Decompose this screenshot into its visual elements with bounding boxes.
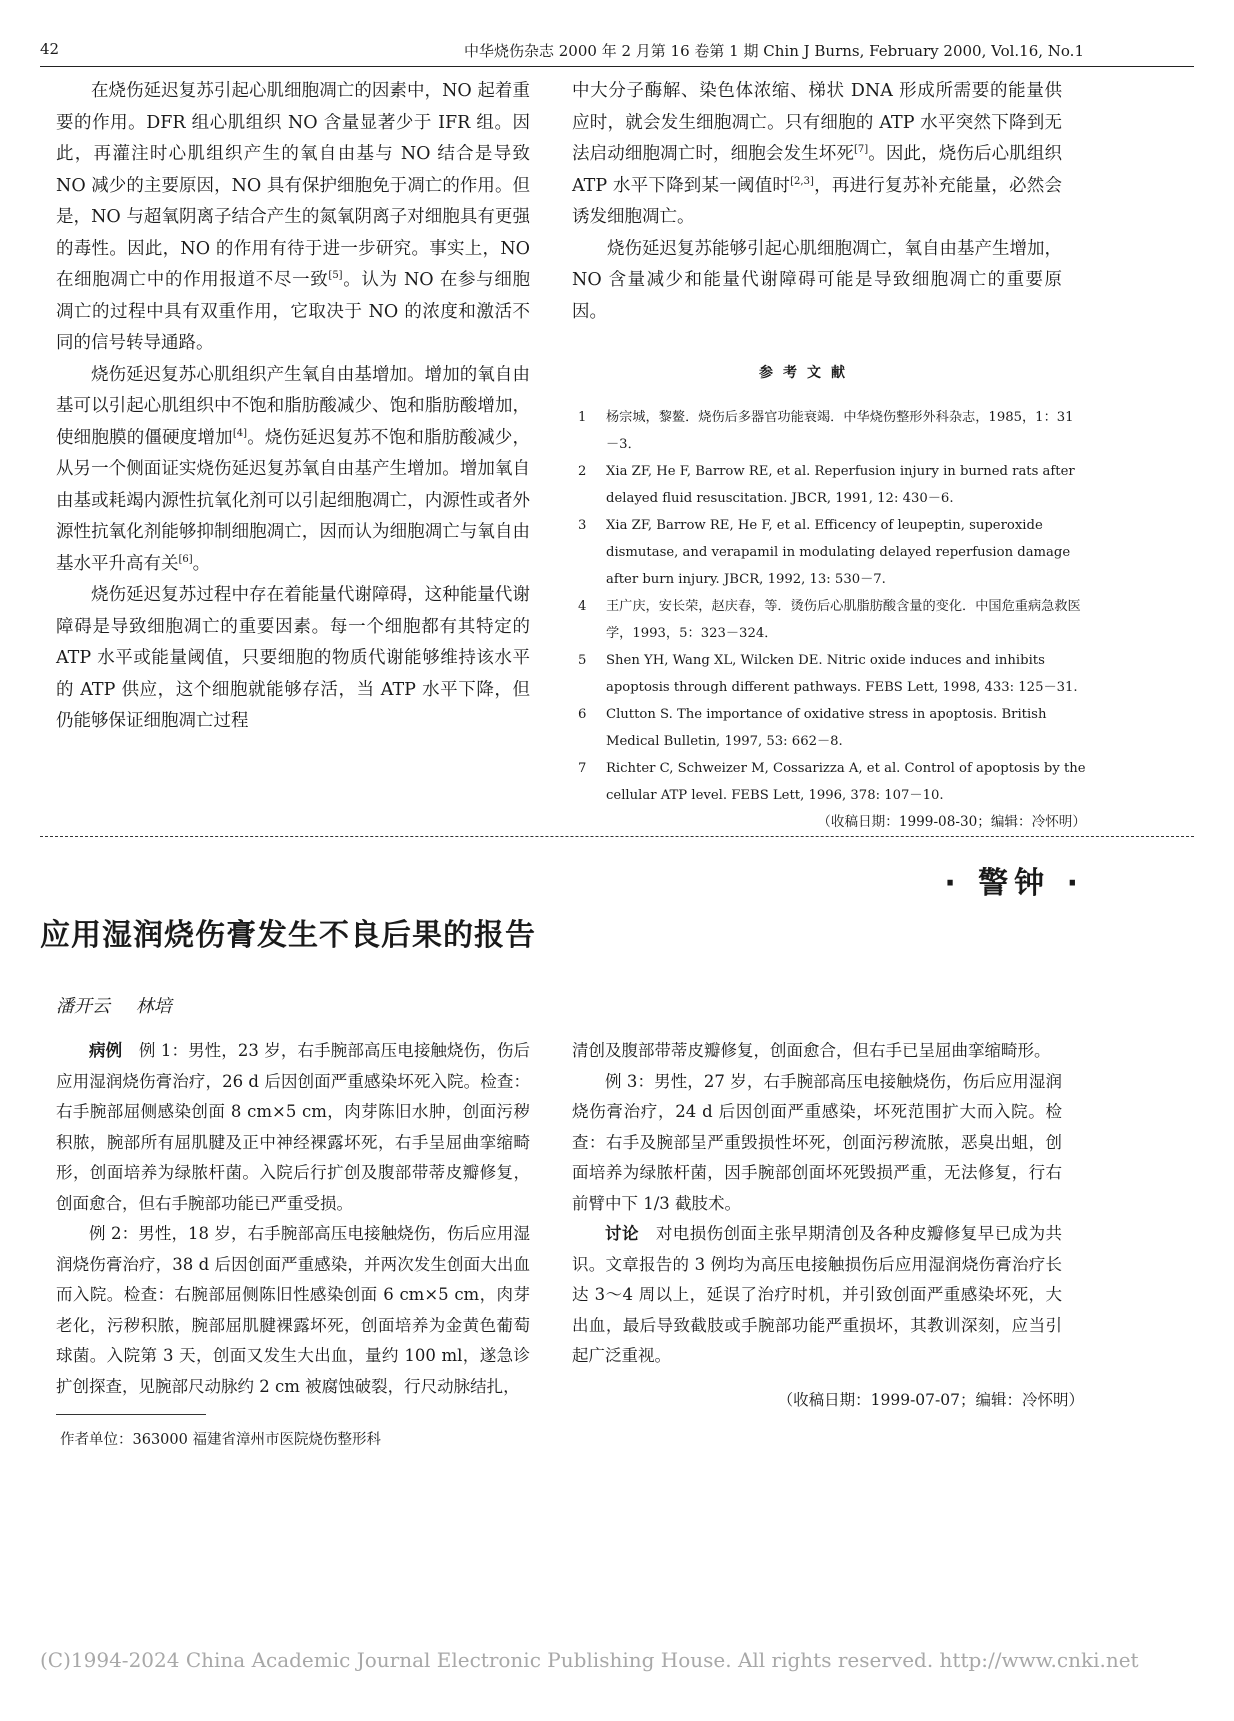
journal-header: 中华烧伤杂志 2000 年 2 月第 16 卷第 1 期 Chin J Burns, February 2000, Vol.16, No.1 [464,42,1084,60]
received-date: （收稿日期：1999-07-07；编辑：冷怀明） [777,1391,1084,1409]
reference-item: 1 杨宗城，黎鳌．烧伤后多器官功能衰竭．中华烧伤整形外科杂志，1985，1：31－3． [578,410,1074,452]
reference-item: 3 Xia ZF, Barrow RE, He F, et al. Efficency of leupeptin, superoxide dismutase, and verapamil in modulating delayed reperfusion damage after burn injury. JBCR, 1992, 13: 530－7. [578,518,1071,587]
article2-left-column [56,1036,530,1402]
received-date: （收稿日期：1999-08-30；编辑：冷怀明） [817,814,1086,830]
reference-item: 6 Clutton S. The importance of oxidative stress in apoptosis. British Medical Bulletin, 1997, 53: 662－8. [578,707,1047,749]
paragraph: 在烧伤延迟复苏引起心肌细胞凋亡的因素中，NO 起着重要的作用。DFR 组心肌组织 NO 含量显著少于 IFR 组。因此，再灌注时心肌组织产生的氧自由基与 NO 结合是导致 NO 减少的主要原因，NO 具有保护细胞免于凋亡的作用。但是，NO 与超氧阴离子结合产生的氮氧阴离子对细胞具有更强的毒性。因此，NO 的作用有待于进一步研究。事实上，NO 在细胞凋亡中的作用报道不尽一致[5]。认为 NO 在参与细胞凋亡的过程中具有双重作用，它取决于 NO 的浓度和激活不同的信号转导通路。 [56,81,530,353]
article1-left-column [56,76,530,738]
references-title: 参考文献 [759,365,855,381]
article-title: 应用湿润烧伤膏发生不良后果的报告 [40,918,536,953]
header-rule [40,66,1194,67]
reference-item: 4 王广庆，安长荣，赵庆春，等．烫伤后心肌脂肪酸含量的变化．中国危重病急救医学，1993，5：323－324． [578,599,1081,641]
paragraph: 烧伤延迟复苏过程中存在着能量代谢障碍，这种能量代谢障碍是导致细胞凋亡的重要因素。每一个细胞都有其特定的 ATP 水平或能量阈值，只要细胞的物质代谢能够维持该水平的 ATP 供应，这个细胞就能够存活，当 ATP 水平下降，但仍能够保证细胞凋亡过程 [56,585,530,731]
section-divider [40,836,1194,837]
reference-item: 7 Richter C, Schweizer M, Cossarizza A, et al. Control of apoptosis by the cellular ATP level. FEBS Lett, 1996, 378: 107－10. [578,761,1086,803]
paragraph: 烧伤延迟复苏心肌组织产生氧自由基增加。增加的氧自由基可以引起心肌组织中不饱和脂肪酸减少、饱和脂肪酸增加，使细胞膜的僵硬度增加[4]。烧伤延迟复苏不饱和脂肪酸减少，从另一个侧面证实烧伤延迟复苏氧自由基产生增加。增加氧自由基或耗竭内源性抗氧化剂可以引起细胞凋亡，内源性或者外源性抗氧化剂能够抑制细胞凋亡，因而认为细胞凋亡与氧自由基水平升高有关[6]。 [56,364,531,574]
footnote-rule [56,1414,206,1415]
author-affiliation: 作者单位：363000 福建省漳州市医院烧伤整形科 [60,1432,381,1448]
references-list [578,404,1086,836]
paragraph: 中大分子酶解、染色体浓缩、梯状 DNA 形成所需要的能量供应时，就会发生细胞凋亡。只有细胞的 ATP 水平突然下降到无法启动细胞凋亡时，细胞会发生坏死[7]。因此，烧伤后心肌组织 ATP 水平下降到某一阈值时[2,3]，再进行复苏补充能量，必然会诱发细胞凋亡。 [572,81,1063,227]
article-authors: 潘开云 林培 [56,996,172,1017]
paragraph: 病例 例 1：男性，23 岁，右手腕部高压电接触烧伤，伤后应用湿润烧伤膏治疗，26 d 后因创面严重感染坏死入院。检查：右手腕部屈侧感染创面 8 cm×5 cm，肉芽陈旧水肿，创面污秽积脓，腕部所有屈肌腱及正中神经裸露坏死，右手呈屈曲挛缩畸形，创面培养为绿脓杆菌。入院后行扩创及腹部带蒂皮瓣修复，创面愈合，但右手腕部功能已严重受损。 [56,1041,531,1213]
reference-item: 5 Shen YH, Wang XL, Wilcken DE. Nitric oxide induces and inhibits apoptosis through different pathways. FEBS Lett, 1998, 433: 125－31. [578,653,1078,695]
article2-right-column [572,1036,1062,1372]
paragraph: 烧伤延迟复苏能够引起心肌细胞凋亡，氧自由基产生增加，NO 含量减少和能量代谢障碍可能是导致细胞凋亡的重要原因。 [572,238,1062,322]
paragraph: 例 2：男性，18 岁，右手腕部高压电接触烧伤，伤后应用湿润烧伤膏治疗，38 d 后因创面严重感染，并两次发生创面大出血而入院。检查：右腕部屈侧陈旧性感染创面 6 cm×5 cm，肉芽老化，污秽积脓，腕部屈肌腱裸露坏死，创面培养为金黄色葡萄球菌。入院第 3 天，创面又发生大出血，量约 100 ml，遂急诊扩创探查，见腕部尺动脉约 2 cm 被腐蚀破裂，行尺动脉结扎， [56,1224,530,1396]
copyright-notice: (C)1994-2024 China Academic Journal Electronic Publishing House. All rights reserved. http://www.cnki.net [40,1648,1139,1672]
paragraph: 清创及腹部带蒂皮瓣修复，创面愈合，但右手已呈屈曲挛缩畸形。 [572,1041,1051,1060]
column-label: · 警钟 · [944,866,1084,901]
paragraph: 例 3：男性，27 岁，右手腕部高压电接触烧伤，伤后应用湿润烧伤膏治疗，24 d 后因创面严重感染，坏死范围扩大而入院。检查：右手及腕部呈严重毁损性坏死，创面污秽流脓，恶臭出蛆，创面培养为绿脓杆菌，因手腕部创面坏死毁损严重，无法修复，行右前臂中下 1/3 截肢术。 [572,1071,1062,1213]
reference-item: 2 Xia ZF, He F, Barrow RE, et al. Reperfusion injury in burned rats after delayed fluid resuscitation. JBCR, 1991, 12: 430－6. [578,464,1075,506]
page-number: 42 [40,40,60,58]
article1-right-column [572,76,1062,328]
paragraph: 讨论 对电损伤创面主张早期清创及各种皮瓣修复早已成为共识。文章报告的 3 例均为高压电接触损伤后应用湿润烧伤膏治疗长达 3～4 周以上，延误了治疗时机，并引致创面严重感染坏死，大出血，最后导致截肢或手腕部功能严重损坏，其教训深刻，应当引起广泛重视。 [572,1224,1063,1365]
